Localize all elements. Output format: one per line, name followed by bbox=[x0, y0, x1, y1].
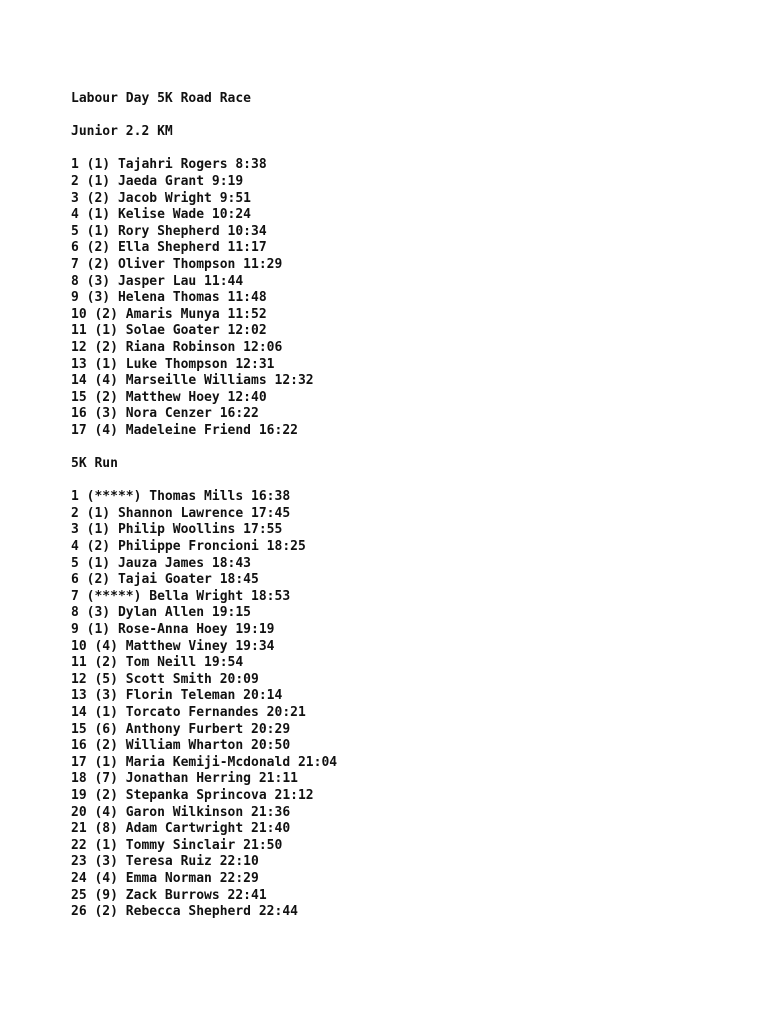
result-row: 2 (1) Shannon Lawrence 17:45 bbox=[71, 505, 291, 521]
result-row: 16 (2) William Wharton 20:50 bbox=[71, 738, 291, 754]
result-row: 1 (1) Tajahri Rogers 8:38 bbox=[71, 157, 267, 173]
result-row: 11 (2) Tom Neill 19:54 bbox=[71, 655, 244, 671]
result-row: 12 (2) Riana Robinson 12:06 bbox=[71, 339, 283, 355]
result-row: 10 (4) Matthew Viney 19:34 bbox=[71, 638, 275, 654]
result-row: 14 (4) Marseille Williams 12:32 bbox=[71, 373, 314, 389]
result-row: 16 (3) Nora Cenzer 16:22 bbox=[71, 406, 259, 422]
result-row: 18 (7) Jonathan Herring 21:11 bbox=[71, 771, 298, 787]
result-row: 5 (1) Rory Shepherd 10:34 bbox=[71, 223, 267, 239]
spacer bbox=[71, 108, 731, 125]
result-row: 26 (2) Rebecca Shepherd 22:44 bbox=[71, 904, 298, 920]
result-row: 7 (*****) Bella Wright 18:53 bbox=[71, 588, 291, 604]
spacer bbox=[71, 439, 731, 456]
result-row: 3 (2) Jacob Wright 9:51 bbox=[71, 190, 252, 206]
result-row: 15 (6) Anthony Furbert 20:29 bbox=[71, 721, 291, 737]
result-row: 4 (1) Kelise Wade 10:24 bbox=[71, 207, 252, 223]
result-row: 2 (1) Jaeda Grant 9:19 bbox=[71, 173, 244, 189]
result-row: 1 (*****) Thomas Mills 16:38 bbox=[71, 489, 291, 505]
spacer bbox=[71, 141, 731, 158]
result-row: 5 (1) Jauza James 18:43 bbox=[71, 555, 252, 571]
result-row: 19 (2) Stepanka Sprincova 21:12 bbox=[71, 787, 314, 803]
result-row: 21 (8) Adam Cartwright 21:40 bbox=[71, 821, 291, 837]
spacer bbox=[71, 473, 731, 490]
result-row: 3 (1) Philip Woollins 17:55 bbox=[71, 522, 283, 538]
result-row: 8 (3) Jasper Lau 11:44 bbox=[71, 273, 244, 289]
document-title: Labour Day 5K Road Race bbox=[71, 91, 252, 106]
result-row: 9 (3) Helena Thomas 11:48 bbox=[71, 290, 267, 306]
result-row: 23 (3) Teresa Ruiz 22:10 bbox=[71, 854, 259, 870]
result-row: 14 (1) Torcato Fernandes 20:21 bbox=[71, 704, 306, 720]
results-list bbox=[71, 157, 731, 439]
result-row: 13 (3) Florin Teleman 20:14 bbox=[71, 688, 283, 704]
result-row: 6 (2) Ella Shepherd 11:17 bbox=[71, 240, 267, 256]
result-row: 10 (2) Amaris Munya 11:52 bbox=[71, 306, 267, 322]
result-row: 7 (2) Oliver Thompson 11:29 bbox=[71, 256, 283, 272]
result-row: 25 (9) Zack Burrows 22:41 bbox=[71, 887, 267, 903]
result-row: 15 (2) Matthew Hoey 12:40 bbox=[71, 389, 267, 405]
result-row: 12 (5) Scott Smith 20:09 bbox=[71, 671, 259, 687]
result-row: 22 (1) Tommy Sinclair 21:50 bbox=[71, 837, 283, 853]
results-section-junior bbox=[71, 124, 731, 439]
section-heading: 5K Run bbox=[71, 456, 118, 472]
result-row: 9 (1) Rose-Anna Hoey 19:19 bbox=[71, 622, 275, 637]
document-page bbox=[71, 91, 731, 921]
result-row: 20 (4) Garon Wilkinson 21:36 bbox=[71, 804, 291, 820]
result-row: 13 (1) Luke Thompson 12:31 bbox=[71, 356, 275, 372]
result-row: 11 (1) Solae Goater 12:02 bbox=[71, 323, 267, 339]
result-row: 6 (2) Tajai Goater 18:45 bbox=[71, 572, 259, 588]
result-row: 17 (4) Madeleine Friend 16:22 bbox=[71, 422, 298, 438]
result-row: 4 (2) Philippe Froncioni 18:25 bbox=[71, 539, 306, 555]
result-row: 24 (4) Emma Norman 22:29 bbox=[71, 870, 259, 886]
results-list bbox=[71, 489, 731, 920]
section-heading: Junior 2.2 KM bbox=[71, 124, 173, 140]
result-row: 8 (3) Dylan Allen 19:15 bbox=[71, 605, 252, 621]
result-row: 17 (1) Maria Kemiji-Mcdonald 21:04 bbox=[71, 754, 338, 770]
results-section-5k bbox=[71, 456, 731, 921]
